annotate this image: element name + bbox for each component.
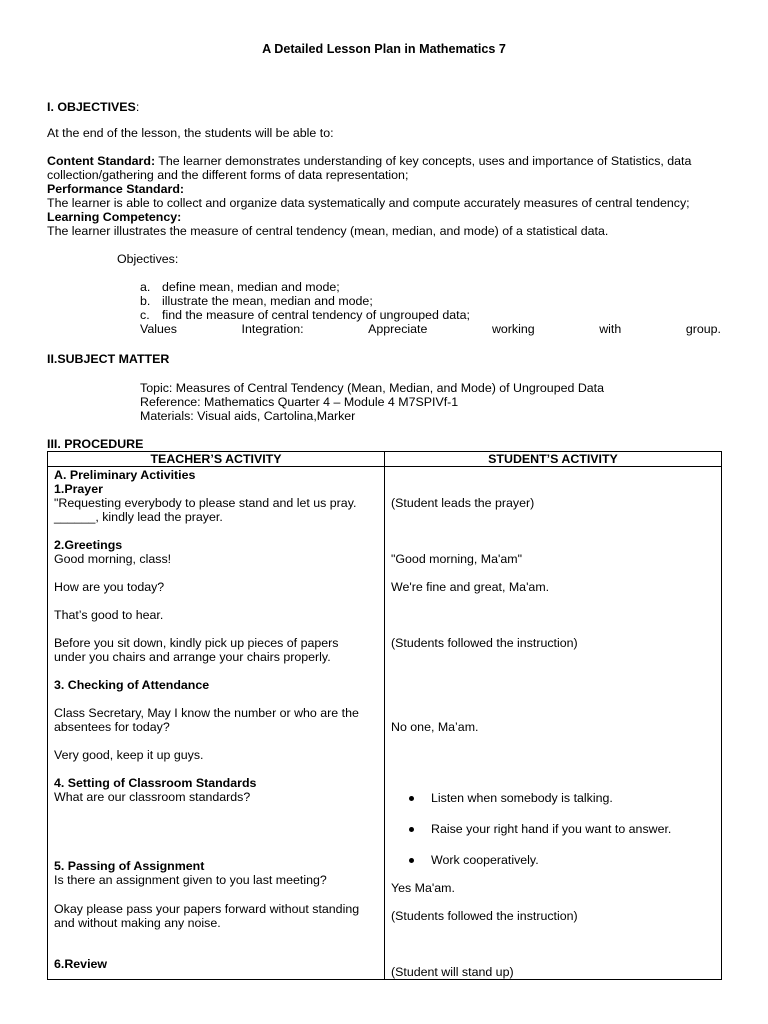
attendance-label: 3. Checking of Attendance <box>54 678 210 692</box>
assignment-label: 5. Passing of Assignment <box>54 859 205 873</box>
standards-label: 4. Setting of Classroom Standards <box>54 776 257 790</box>
content-standard <box>47 154 691 168</box>
objective-item-marker: b. <box>140 294 151 308</box>
objectives-label: Objectives: <box>117 252 179 266</box>
values-word: Values <box>140 322 177 336</box>
student-response: (Student will stand up) <box>391 965 514 979</box>
teacher-attendance: Very good, keep it up guys. <box>54 748 204 762</box>
standards-list-item: Work cooperatively. <box>385 853 721 867</box>
teacher-greeting: How are you today? <box>54 580 165 594</box>
teacher-assignment: Okay please pass your papers forward without standing <box>54 902 360 916</box>
objectives-heading-text: I. OBJECTIVES <box>47 100 136 114</box>
standards-list-item: Listen when somebody is talking. <box>385 791 721 805</box>
subject-matter-heading: II.SUBJECT MATTER <box>47 352 170 366</box>
subject-topic: Topic: Measures of Central Tendency (Mean, Median, and Mode) of Ungrouped Data <box>140 381 604 395</box>
procedure-heading: III. PROCEDURE <box>47 437 144 451</box>
procedure-table <box>47 451 722 980</box>
teacher-instruction: under you chairs and arrange your chairs properly. <box>54 650 331 664</box>
teacher-greeting: That’s good to hear. <box>54 608 164 622</box>
teacher-activity-header: TEACHER’S ACTIVITY <box>48 452 385 467</box>
subject-materials: Materials: Visual aids, Cartolina,Marker <box>140 409 356 423</box>
values-integration-line <box>140 322 721 336</box>
objective-item-marker: c. <box>140 308 150 322</box>
student-response: (Students followed the instruction) <box>391 909 578 923</box>
values-word: Integration: <box>241 322 304 336</box>
student-response: Yes Ma'am. <box>391 881 455 895</box>
student-response: No one, Ma’am. <box>391 720 479 734</box>
performance-standard-label: Performance Standard: <box>47 182 185 196</box>
content-standard-text-cont: collection/gathering and the different forms of data representation; <box>47 168 409 182</box>
values-word: with <box>599 322 622 336</box>
values-word: group. <box>685 322 721 336</box>
objectives-intro: At the end of the lesson, the students will be able to: <box>47 126 334 140</box>
subject-reference: Reference: Mathematics Quarter 4 – Module 4 M7SPIVf-1 <box>140 395 459 409</box>
procedure-table-row <box>48 467 722 980</box>
student-response: We're fine and great, Ma'am. <box>391 580 550 594</box>
greetings-label: 2.Greetings <box>54 538 123 552</box>
objective-item-text: illustrate the mean, median and mode; <box>162 294 373 308</box>
learning-competency-text: The learner illustrates the measure of central tendency (mean, median, and mode) of a statistical data. <box>47 224 609 238</box>
teacher-standards-question: What are our classroom standards? <box>54 790 251 804</box>
student-response: "Good morning, Ma'am" <box>391 552 522 566</box>
teacher-prayer-line: "Requesting everybody to please stand and let us pray. <box>54 496 357 510</box>
teacher-assignment: Is there an assignment given to you last meeting? <box>54 873 327 887</box>
teacher-prayer-line: ______, kindly lead the prayer. <box>54 510 223 524</box>
values-word: working <box>491 322 535 336</box>
page-title: A Detailed Lesson Plan in Mathematics 7 <box>262 42 506 56</box>
teacher-attendance: Class Secretary, May I know the number or who are the <box>54 706 359 720</box>
student-activity-cell <box>385 467 722 980</box>
standards-list-item: Raise your right hand if you want to answer. <box>385 822 721 836</box>
objectives-heading-colon: : <box>135 100 140 114</box>
objectives-heading <box>47 100 139 114</box>
values-word: Appreciate <box>368 322 428 336</box>
student-response: (Students followed the instruction) <box>391 636 578 650</box>
objective-item-text: define mean, median and mode; <box>162 280 340 294</box>
review-label: 6.Review <box>54 957 108 971</box>
teacher-attendance: absentees for today? <box>54 720 170 734</box>
performance-standard-text: The learner is able to collect and organize data systematically and compute accurately measures of central tendency; <box>47 196 690 210</box>
objective-item-text: find the measure of central tendency of ungrouped data; <box>162 308 470 322</box>
teacher-greeting: Good morning, class! <box>54 552 172 566</box>
teacher-instruction: Before you sit down, kindly pick up pieces of papers <box>54 636 339 650</box>
objective-item-marker: a. <box>140 280 151 294</box>
teacher-activity-cell <box>48 467 385 980</box>
content-standard-label: Content Standard: <box>47 154 156 168</box>
content-standard-text: The learner demonstrates understanding of key concepts, uses and importance of Statistics, data <box>155 154 692 168</box>
prayer-label: 1.Prayer <box>54 482 103 496</box>
prelim-activities-label: A. Preliminary Activities <box>54 468 196 482</box>
student-activity-header: STUDENT’S ACTIVITY <box>385 452 722 467</box>
procedure-table-header-row <box>48 452 722 467</box>
teacher-assignment: and without making any noise. <box>54 916 221 930</box>
student-response: (Student leads the prayer) <box>391 496 535 510</box>
learning-competency-label: Learning Competency: <box>47 210 182 224</box>
